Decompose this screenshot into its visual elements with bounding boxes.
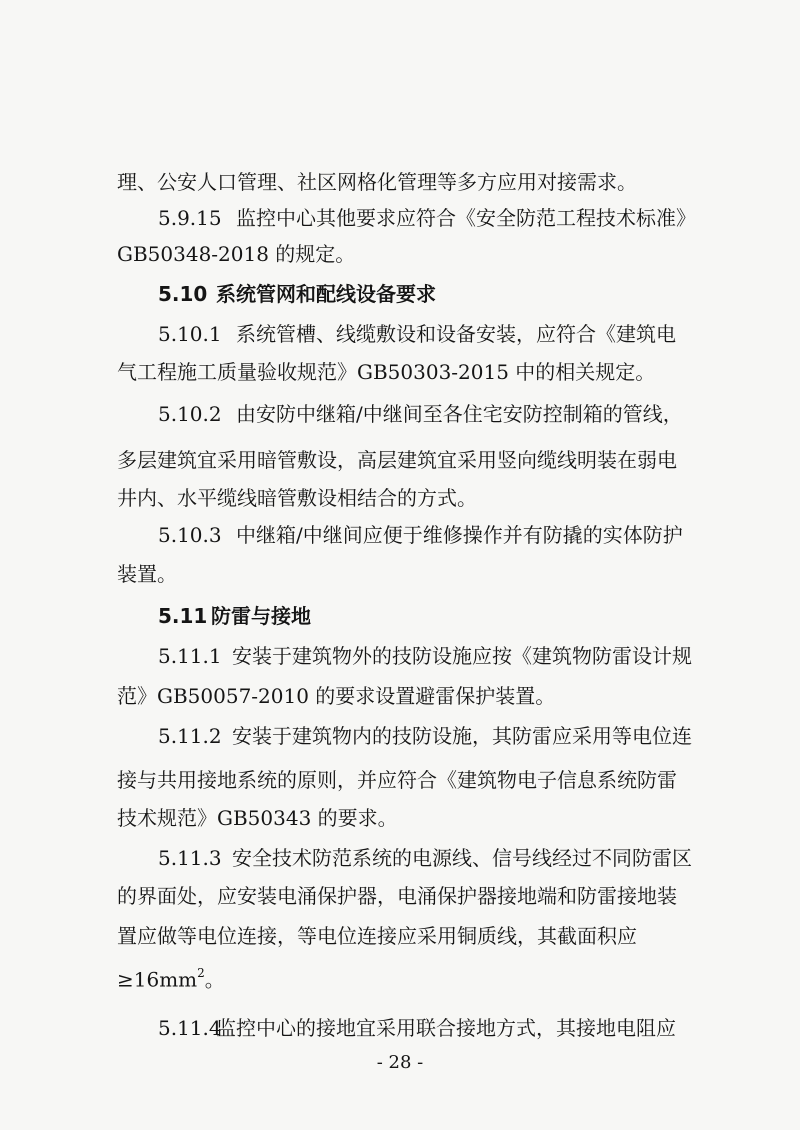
section-heading-5-10 — [0, 274, 800, 314]
paragraph-text — [117, 955, 225, 1000]
text-line — [0, 234, 800, 274]
formula-tail: 。 — [204, 967, 225, 992]
paragraph-text: 技术规范》GB50343 的要求。 — [117, 806, 398, 830]
text-line — [0, 440, 800, 480]
text-line — [0, 955, 800, 995]
text-line — [0, 478, 800, 518]
clause-text: 中继箱/中继间应便于维修操作并有防撬的实体防护 — [236, 523, 683, 547]
clause-5-11-4 — [0, 1008, 800, 1048]
clause-number: 5.11.1 — [158, 644, 222, 668]
clause-text: 监控中心其他要求应符合《安全防范工程技术标准》 — [236, 206, 696, 230]
clause-5-11-3 — [0, 838, 800, 878]
page-number: - 28 - — [376, 1052, 424, 1073]
section-number: 5.10 — [158, 282, 208, 306]
clause-text: 监控中心的接地宜采用联合接地方式，其接地电阻应 — [216, 1016, 676, 1040]
section-title: 系统管网和配线设备要求 — [216, 282, 436, 306]
section-title: 防雷与接地 — [211, 604, 311, 628]
paragraph-text: 装置。 — [117, 562, 177, 586]
paragraph-text: 范》GB50057-2010 的要求设置避雷保护装置。 — [117, 684, 556, 708]
clause-number: 5.10.2 — [158, 402, 222, 426]
paragraph-text: GB50348-2018 的规定。 — [117, 242, 356, 266]
clause-5-9-15 — [0, 198, 800, 238]
text-line — [0, 760, 800, 800]
text-line — [0, 916, 800, 956]
paragraph-text: 多层建筑宜采用暗管敷设，高层建筑宜采用竖向缆线明装在弱电 — [117, 448, 677, 472]
clause-5-11-1 — [0, 636, 800, 676]
clause-text: 安装于建筑物内的技防设施，其防雷应采用等电位连 — [232, 724, 692, 748]
text-line — [0, 676, 800, 716]
clause-number: 5.10.1 — [158, 322, 222, 346]
clause-5-10-2 — [0, 394, 800, 434]
clause-text: 安装于建筑物外的技防设施应按《建筑物防雷设计规 — [232, 644, 692, 668]
clause-number: 5.9.15 — [158, 206, 222, 230]
paragraph-text: 置应做等电位连接，等电位连接应采用铜质线，其截面积应 — [117, 924, 637, 948]
clause-number: 5.10.3 — [158, 523, 222, 547]
superscript: 2 — [197, 966, 205, 980]
paragraph-text: 气工程施工质量验收规范》GB50303-2015 中的相关规定。 — [117, 360, 656, 384]
clause-5-11-2 — [0, 716, 800, 756]
text-line — [0, 798, 800, 838]
clause-5-10-1 — [0, 314, 800, 354]
section-heading-5-11 — [0, 596, 800, 636]
text-line — [0, 162, 800, 202]
clause-5-10-3 — [0, 515, 800, 555]
text-line — [0, 554, 800, 594]
paragraph-text: 井内、水平缆线暗管敷设相结合的方式。 — [117, 486, 477, 510]
paragraph-text: 的界面处，应安装电涌保护器，电涌保护器接地端和防雷接地装 — [117, 884, 677, 908]
formula-main: ≥16mm — [117, 967, 198, 992]
text-line — [0, 876, 800, 916]
clause-number: 5.11.2 — [158, 724, 222, 748]
clause-number: 5.11.3 — [158, 846, 222, 870]
paragraph-text: 理、公安人口管理、社区网格化管理等多方应用对接需求。 — [117, 170, 637, 194]
clause-number: 5.11.4 — [158, 1016, 222, 1040]
text-line — [0, 352, 800, 392]
clause-text: 系统管槽、线缆敷设和设备安装，应符合《建筑电 — [236, 322, 676, 346]
section-number: 5.11 — [158, 604, 208, 628]
paragraph-text: 接与共用接地系统的原则，并应符合《建筑物电子信息系统防雷 — [117, 768, 677, 792]
clause-text: 安全技术防范系统的电源线、信号线经过不同防雷区 — [232, 846, 692, 870]
clause-text: 由安防中继箱/中继间至各住宅安防控制箱的管线， — [236, 402, 683, 426]
